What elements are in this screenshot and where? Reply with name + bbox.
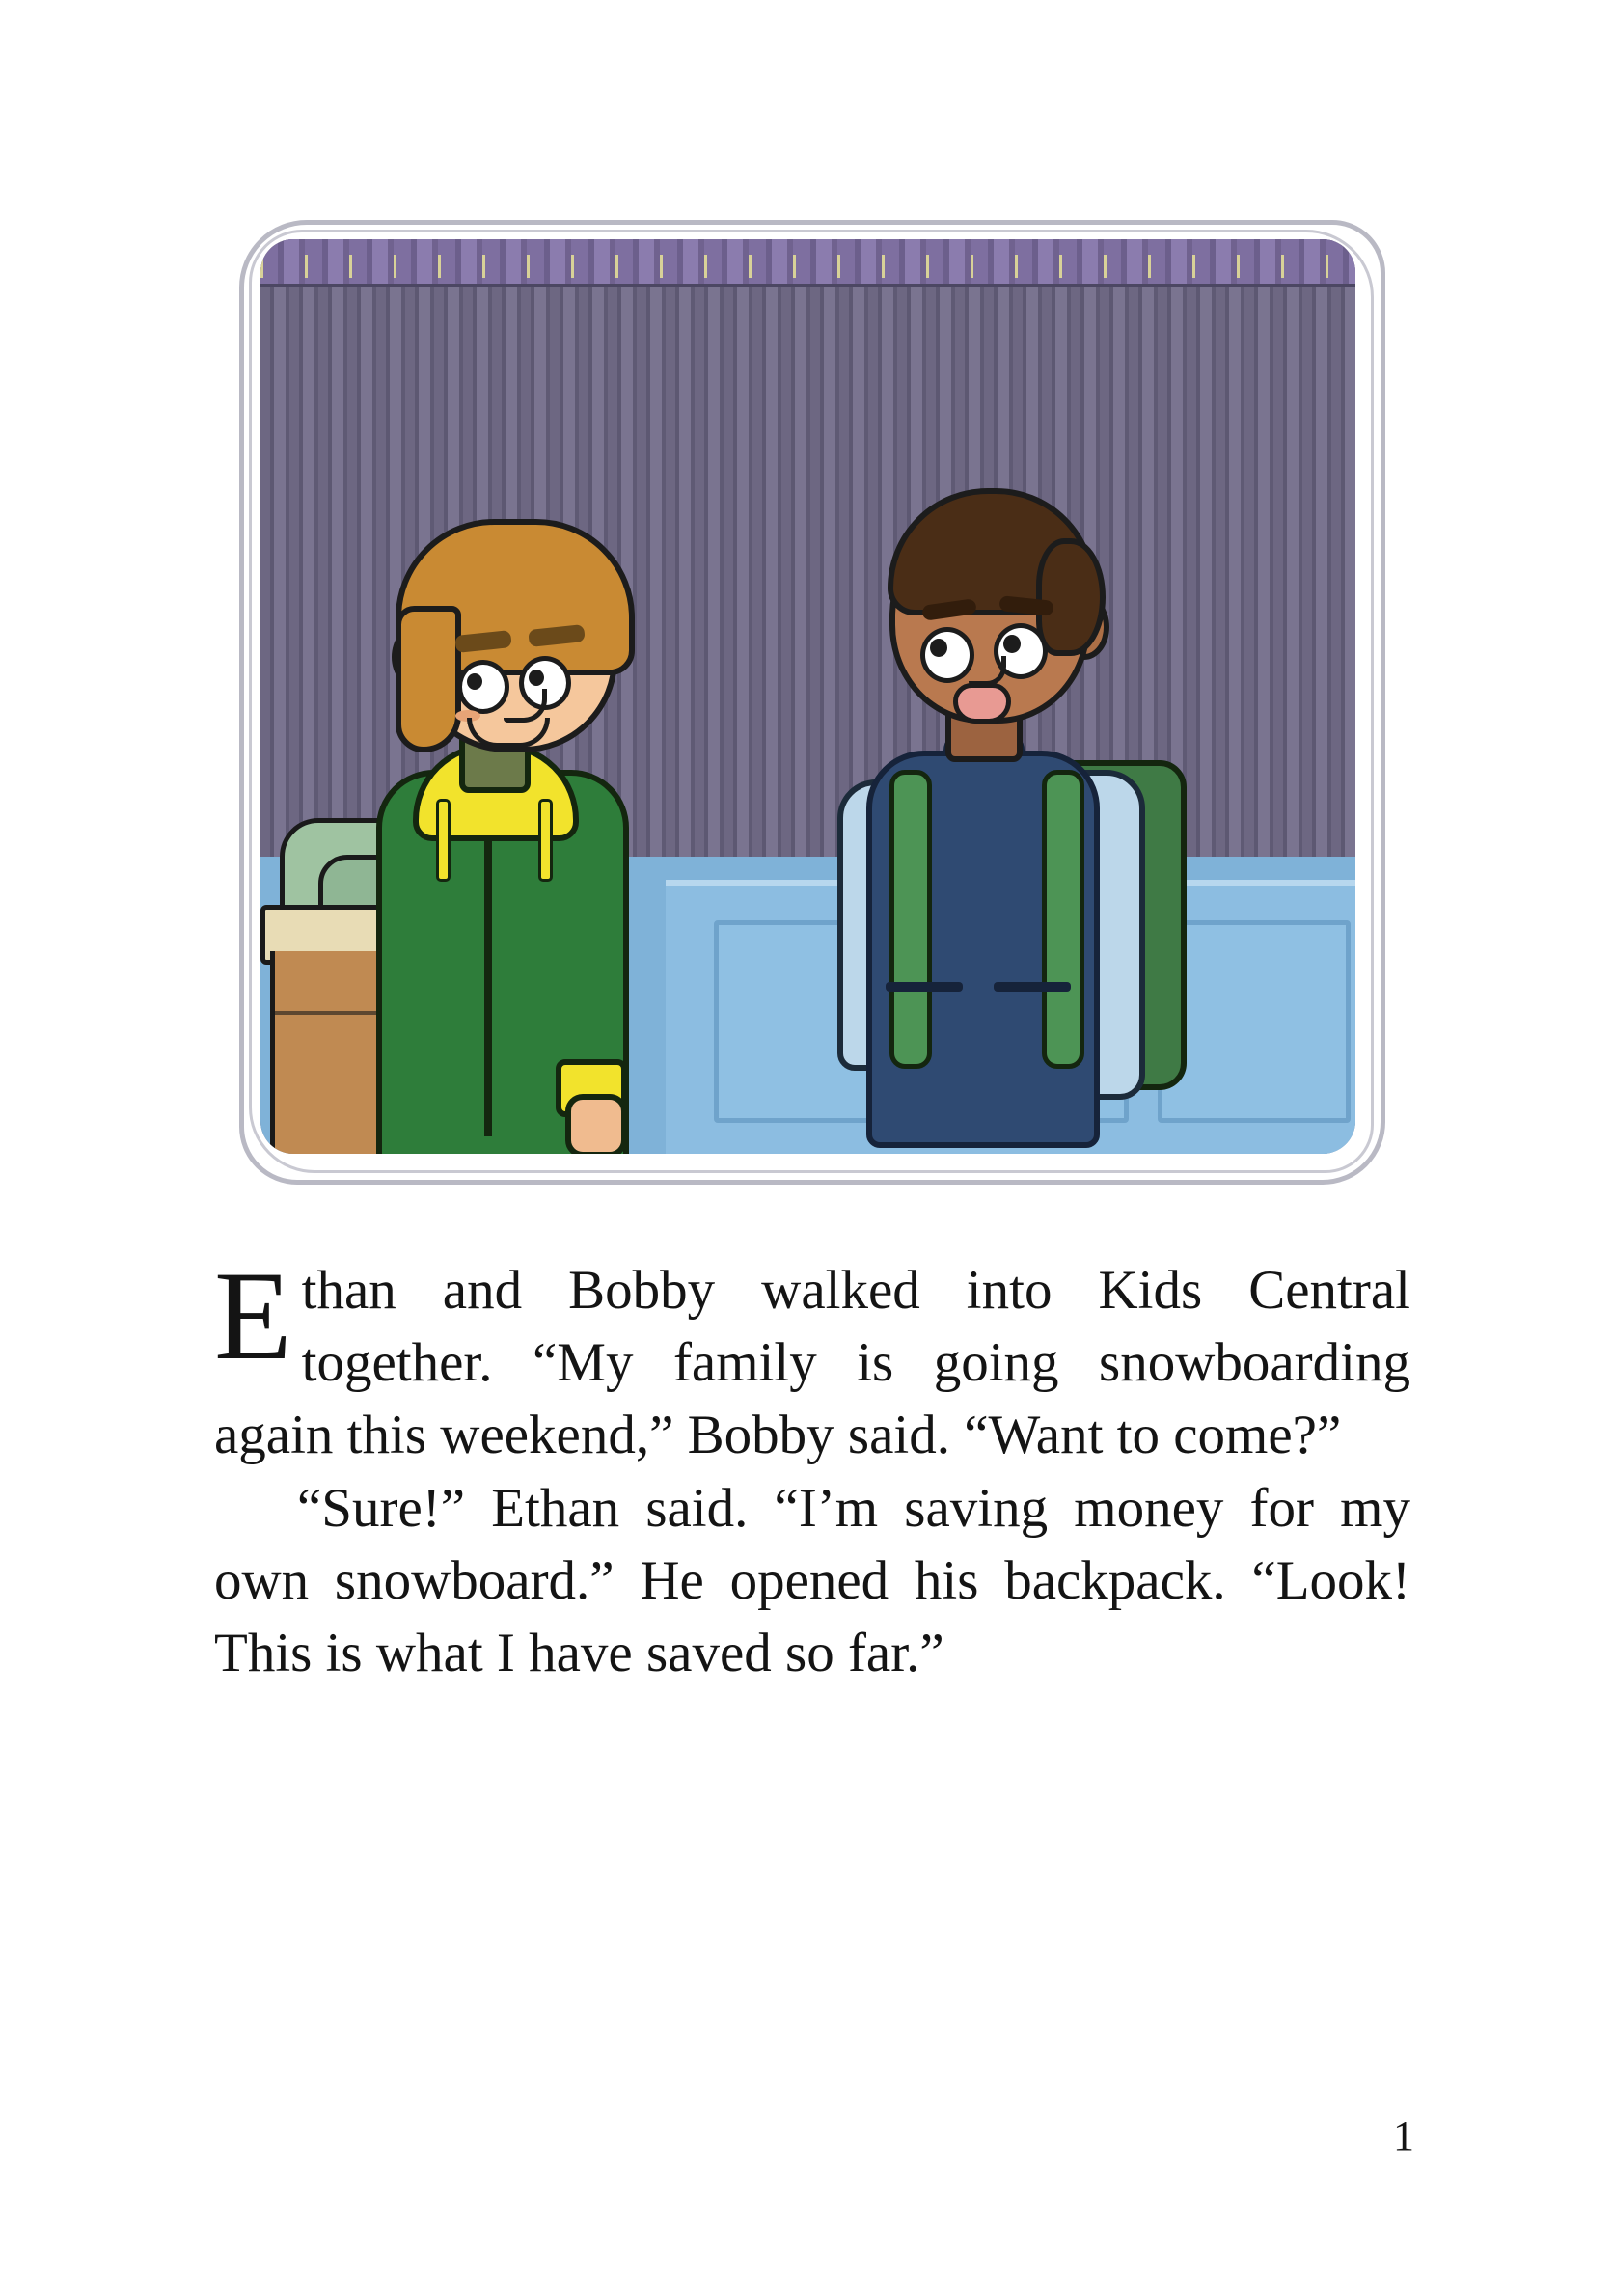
- illustration-canvas: [260, 239, 1355, 1154]
- ethan-hand: [565, 1094, 627, 1154]
- ethan-hood-string: [436, 799, 451, 882]
- drop-cap: E: [214, 1244, 292, 1386]
- bobby-pupil: [930, 639, 947, 657]
- bobby-backpack-strap: [1042, 770, 1084, 1069]
- ethan-hood-string: [538, 799, 553, 882]
- ethan-pupil: [467, 673, 482, 690]
- bobby-eye: [920, 627, 974, 683]
- ethan-pupil: [529, 670, 544, 686]
- story-text: [214, 1244, 1410, 1689]
- bobby-vest-pocket: [886, 982, 963, 992]
- ethan-hoodie-zipper: [484, 818, 492, 1136]
- bobby-hair-curl: [1036, 538, 1106, 656]
- story-illustration: [232, 214, 1384, 1189]
- bobby-vest-pocket: [994, 982, 1071, 992]
- ethan-hair-side: [396, 606, 461, 752]
- character-ethan: [367, 384, 685, 1154]
- story-paragraph-1: [214, 1244, 1410, 1472]
- illustration-frame: [232, 214, 1384, 1189]
- story-paragraph-2: “Sure!” Ethan said. “I’m saving money for my own snowboard.” He opened his backpack. “Look! This is what I have saved so far.”: [214, 1477, 1410, 1684]
- bobby-pupil: [1003, 635, 1021, 653]
- story-paragraph-1-text: than and Bobby walked into Kids Central together. “My family is going snowboarding again this weekend,” Bobby said. “Want to come?”: [214, 1260, 1410, 1466]
- ethan-eye: [457, 660, 509, 714]
- character-bobby: [801, 365, 1206, 1154]
- bobby-mouth: [953, 683, 1011, 724]
- bobby-backpack-strap: [889, 770, 932, 1069]
- curtain-trim: [260, 255, 1355, 278]
- page-number: 1: [1393, 2113, 1414, 2160]
